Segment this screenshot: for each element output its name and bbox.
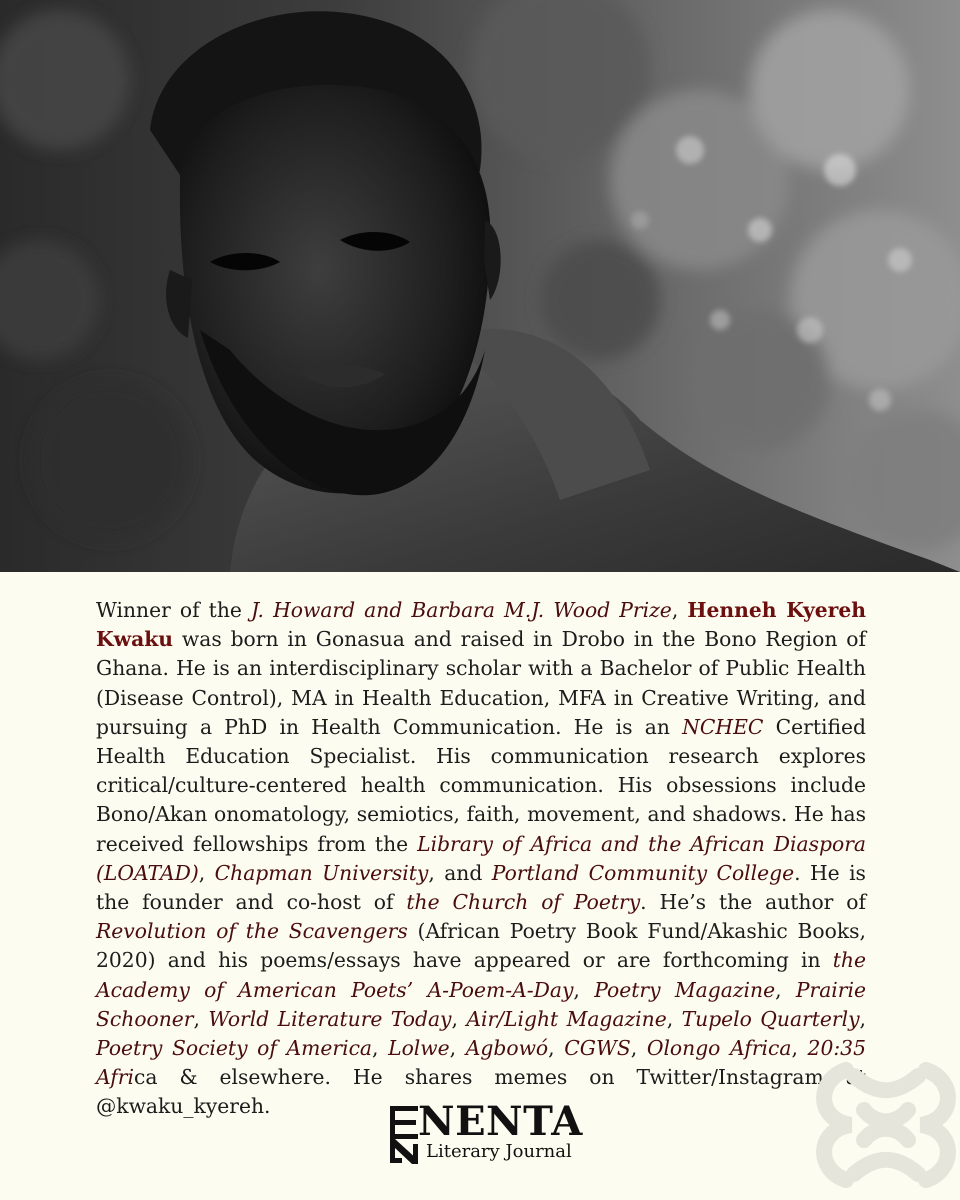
bio-text: Certified Health Education Specialist. His communication research explores critical/culture-centered health communication. His obsessions include Bono/Akan onomatology, semiotics, faith, movement, and shadows. He has received fellowships from the	[96, 714, 867, 856]
bio-author-name: Henneh Kyereh Kwaku	[96, 598, 866, 652]
bio-text: ,	[666, 1006, 682, 1031]
bio-italic-title: the Academy of American Poets’ A-Poem-A-Day	[96, 948, 866, 1002]
bio-italic-title: Poetry Magazine	[594, 977, 776, 1002]
bio-italic-title: Air/Light Magazine	[466, 1006, 667, 1031]
bio-text: ,	[198, 860, 215, 885]
bio-italic-title: Tupelo Quarterly	[681, 1006, 860, 1031]
bio-italic-title: CGWS	[564, 1036, 631, 1061]
bio-italic-title: J. Howard and Barbara M.J. Wood Prize	[250, 598, 672, 622]
bio-text: ,	[573, 977, 595, 1002]
author-bio	[96, 596, 866, 1122]
bio-italic-title: Revolution of the Scavengers	[96, 919, 408, 944]
bio-text: ,	[449, 1036, 466, 1061]
bio-text: ,	[372, 1036, 389, 1061]
bio-text: ,	[791, 1036, 808, 1061]
bio-italic-title: World Literature Today	[208, 1006, 452, 1031]
bio-text: ,	[451, 1006, 467, 1031]
bio-text: Winner of the	[96, 598, 251, 622]
bio-italic-title: Prairie Schooner	[96, 977, 866, 1031]
bio-text: ,	[193, 1006, 209, 1031]
author-portrait-photo	[0, 0, 960, 572]
bio-text: (African Poetry Book Fund/Akashic Books, 2020) and his poems/essays have appeared or are forthcoming in	[96, 919, 866, 973]
bio-italic-title: Poetry Society of America	[96, 1036, 373, 1061]
bio-text: , and	[428, 860, 492, 885]
bio-text: ,	[671, 598, 688, 622]
adinkra-symbol-watermark	[806, 1040, 960, 1200]
bio-text: ,	[630, 1036, 647, 1061]
bio-italic-title: Lolwe	[388, 1036, 450, 1061]
logo-subtitle: Literary Journal	[426, 1141, 572, 1162]
bio-text: . He is the founder and co-host of	[96, 860, 866, 915]
bio-text: . He’s the author of	[640, 890, 867, 915]
bio-italic-title: 20:35 Afri	[96, 1036, 866, 1090]
nenta-logo	[388, 1098, 583, 1166]
bio-italic-title: Portland Community College	[491, 860, 795, 885]
bio-italic-title: Agbowó	[465, 1036, 549, 1061]
bio-italic-title: NCHEC	[682, 714, 764, 739]
bio-italic-title: Olongo Africa	[646, 1036, 792, 1061]
bio-text: ca & elsewhere. He shares memes on Twitter/Instagram at @kwaku_kyereh.	[96, 1065, 866, 1119]
bio-italic-title: Library of Africa and the African Diaspora (LOATAD)	[96, 831, 866, 885]
bio-text: ,	[775, 977, 796, 1002]
bio-text: was born in Gonasua and raised in Drobo in the Bono Region of Ghana. He is an interdisciplinary scholar with a Bachelor of Public Health (Disease Control), MA in Health Education, MFA in Creative Writing, and pursuing a PhD in Health Communication. He is an	[96, 627, 866, 739]
bio-italic-title: the Church of Poetry	[406, 890, 641, 915]
bio-text: ,	[548, 1036, 565, 1061]
bio-text: ,	[859, 1006, 866, 1031]
logo-wordmark: NENTA	[418, 1098, 583, 1145]
bio-italic-title: Chapman University	[214, 860, 429, 885]
